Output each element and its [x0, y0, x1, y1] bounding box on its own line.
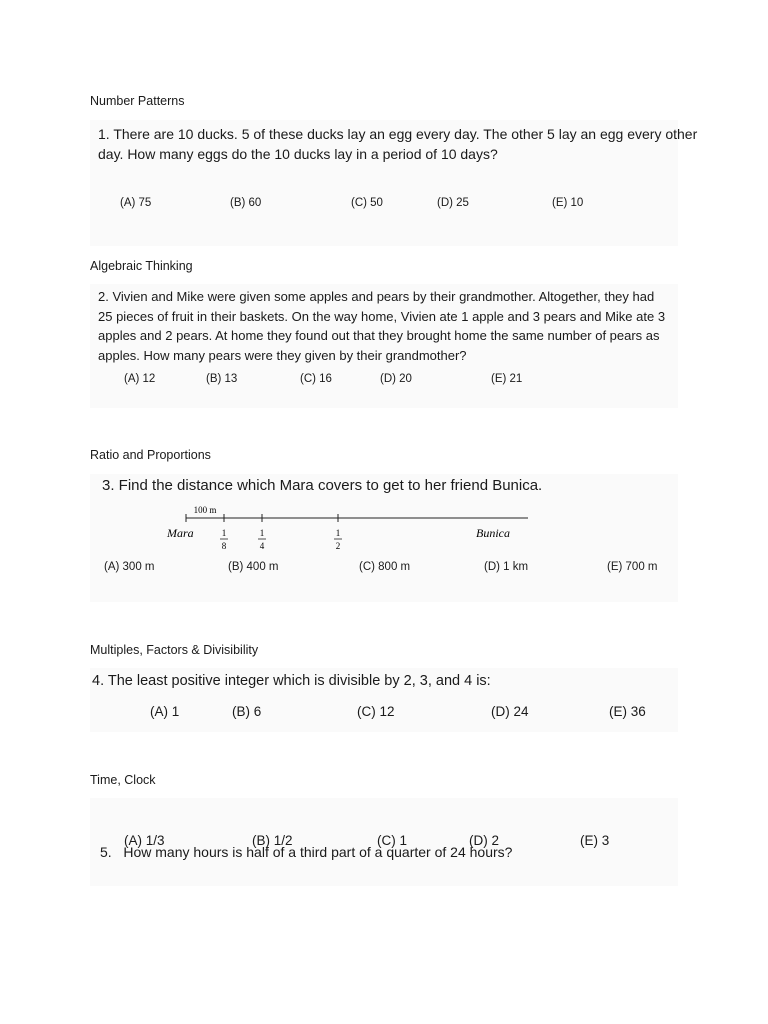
section-heading-number-patterns: Number Patterns — [90, 94, 185, 108]
question-2-line: 2. Vivien and Mike were given some apples and pears by their grandmother. Altogether, they had — [98, 289, 655, 304]
option-4c[interactable]: (C) 12 — [357, 704, 395, 719]
option-1d[interactable]: (D) 25 — [437, 197, 469, 209]
option-1b[interactable]: (B) 60 — [230, 197, 262, 209]
option-3c[interactable]: (C) 800 m — [359, 561, 411, 573]
option-4a[interactable]: (A) 1 — [150, 704, 180, 719]
fraction-denominator: 4 — [259, 541, 265, 551]
fraction-denominator: 2 — [335, 541, 341, 551]
question-3-text — [102, 476, 542, 496]
section-heading-multiples-factors: Multiples, Factors & Divisibility — [90, 643, 259, 657]
fraction-numerator: 1 — [221, 528, 227, 538]
question-4-line: 4. The least positive integer which is divisible by 2, 3, and 4 is: — [92, 673, 491, 689]
option-2c[interactable]: (C) 16 — [300, 373, 332, 385]
question-2-line: apples and 2 pears. At home they found out that they brought home the same number of pears as — [98, 328, 660, 343]
option-4d[interactable]: (D) 24 — [491, 704, 529, 719]
end-label-bunica: Bunica — [476, 526, 510, 540]
option-2a[interactable]: (A) 12 — [124, 373, 156, 385]
option-3b[interactable]: (B) 400 m — [228, 561, 279, 573]
option-5e[interactable]: (E) 3 — [580, 833, 610, 848]
distance-number-line — [160, 502, 530, 554]
fraction-numerator: 1 — [335, 528, 341, 538]
option-1e[interactable]: (E) 10 — [552, 197, 584, 209]
option-1a[interactable]: (A) 75 — [120, 197, 152, 209]
question-2-line: apples. How many pears were they given by their grandmother? — [98, 347, 467, 363]
option-5a[interactable]: (A) 1/3 — [124, 833, 165, 848]
section-heading-algebraic-thinking: Algebraic Thinking — [90, 259, 193, 273]
option-4e[interactable]: (E) 36 — [609, 704, 646, 719]
question-2-text — [98, 287, 665, 365]
option-3e[interactable]: (E) 700 m — [607, 561, 658, 573]
option-5d[interactable]: (D) 2 — [469, 833, 499, 848]
section-heading-time-clock: Time, Clock — [90, 773, 156, 787]
option-5c[interactable]: (C) 1 — [377, 833, 407, 848]
option-3a[interactable]: (A) 300 m — [104, 561, 155, 573]
option-5b[interactable]: (B) 1/2 — [252, 833, 293, 848]
section-heading-ratio-proportions: Ratio and Proportions — [90, 448, 211, 462]
question-1-text — [98, 124, 697, 164]
option-2d[interactable]: (D) 20 — [380, 373, 412, 385]
option-2e[interactable]: (E) 21 — [491, 373, 523, 385]
fraction-numerator: 1 — [259, 528, 265, 538]
option-2b[interactable]: (B) 13 — [206, 373, 238, 385]
question-1-line: 1. There are 10 ducks. 5 of these ducks lay an egg every day. The other 5 lay an egg every other — [98, 126, 698, 142]
option-3d[interactable]: (D) 1 km — [484, 561, 529, 573]
question-2-line: 25 pieces of fruit in their baskets. On the way home, Vivien ate 1 apple and 3 pears and Mike ate 3 — [98, 308, 666, 324]
start-label-mara: Mara — [167, 526, 194, 540]
segment-label: 100 m — [193, 505, 217, 515]
fraction-denominator: 8 — [221, 541, 227, 551]
option-1c[interactable]: (C) 50 — [351, 197, 383, 209]
question-4-text — [92, 671, 491, 691]
question-5-line: 5. How many hours is half of a third part of a quarter of 24 hours? — [100, 844, 513, 860]
question-1-line: day. How many eggs do the 10 ducks lay in a period of 10 days? — [98, 146, 498, 162]
option-4b[interactable]: (B) 6 — [232, 704, 262, 719]
question-3-line: 3. Find the distance which Mara covers to get to her friend Bunica. — [102, 477, 543, 494]
